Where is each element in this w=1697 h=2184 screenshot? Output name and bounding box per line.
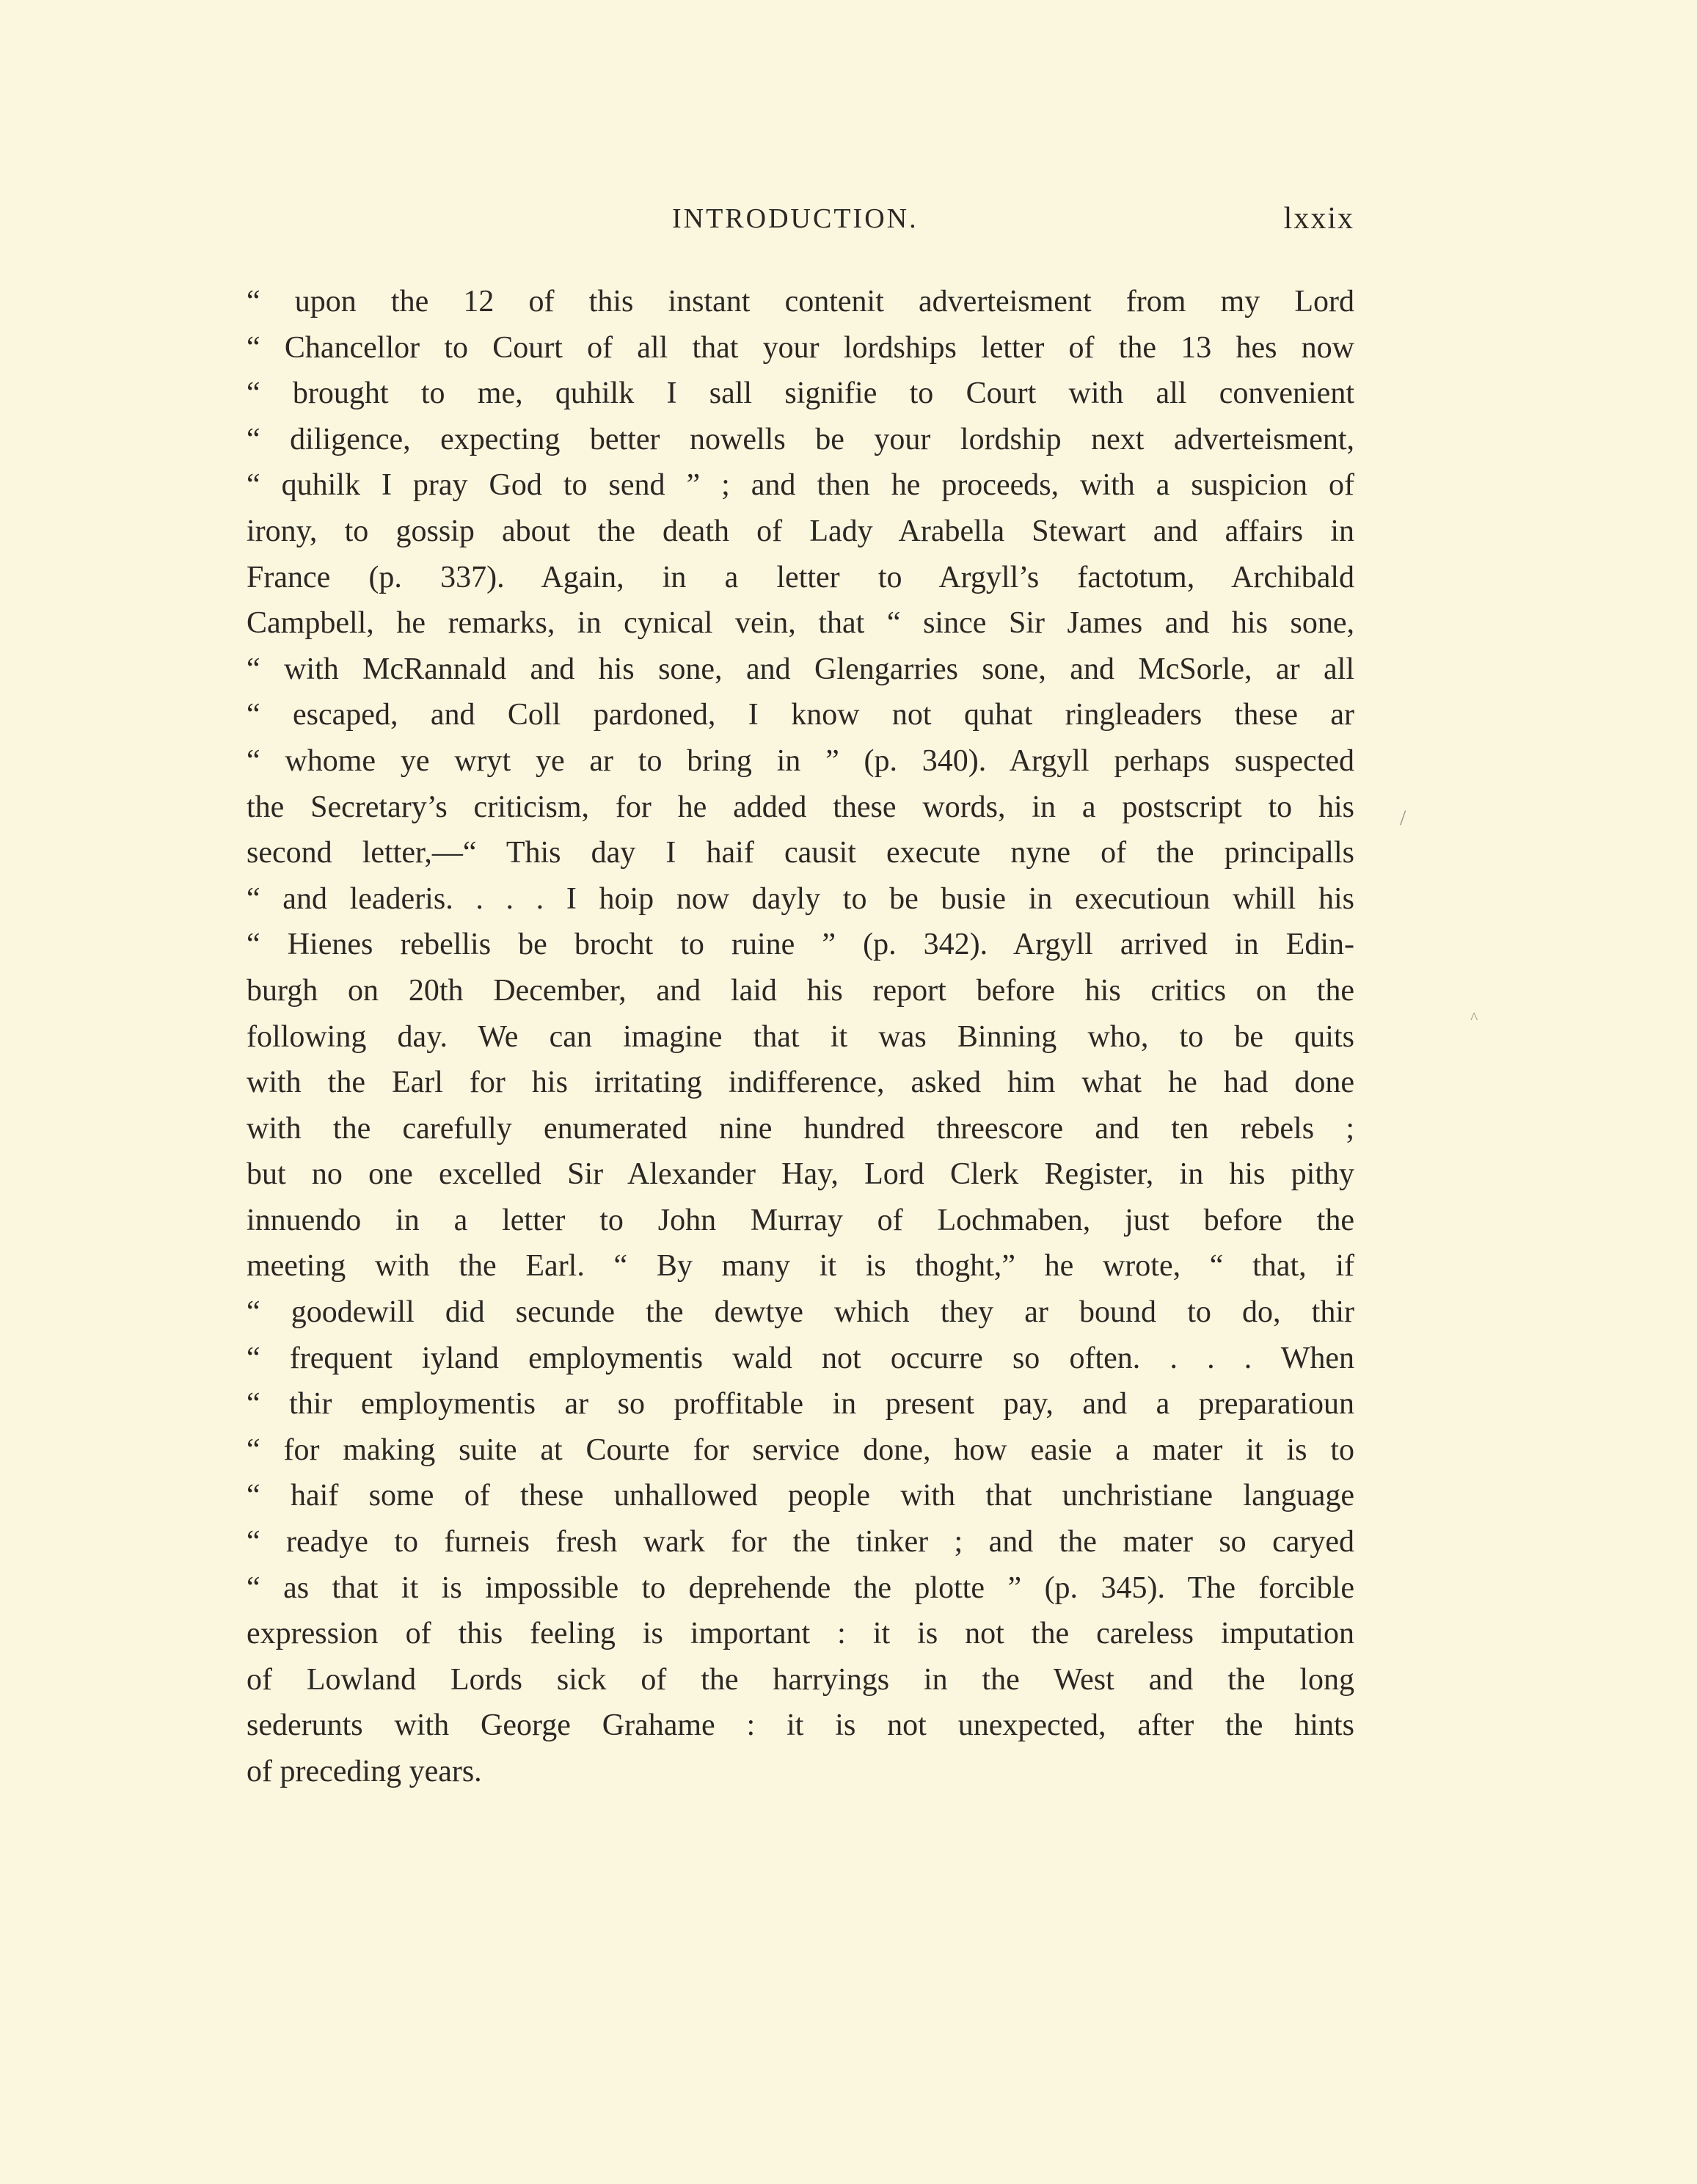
text-line: France (p. 337). Again, in a letter to Argyll’s factotum, Archibald [247,560,1354,594]
text-line: of preceding years. [247,1755,482,1788]
body-text [247,279,1354,1795]
text-line: meeting with the Earl. “ By many it is thoght,” he wrote, “ that, if [247,1249,1354,1284]
text-line: with the Earl for his irritating indifference, asked him what he had done [247,1066,1354,1100]
text-line: “ thir employmentis ar so proffitable in present pay, and a preparatioun [247,1387,1354,1422]
page-number: lxxix [1283,202,1354,236]
running-title: INTRODUCTION. [672,203,919,234]
text-line: “ and leaderis. . . . I hoip now dayly to be busie in executioun whill his [247,881,1354,916]
text-line: “ for making suite at Courte for service done, how easie a mater it is to [247,1433,1354,1467]
text-line: Campbell, he remarks, in cynical vein, that “ since Sir James and his sone, [247,606,1354,641]
text-line: “ brought to me, quhilk I sall signifie to Court with all convenient [247,376,1354,411]
text-line: burgh on 20th December, and laid his report before his critics on the [247,973,1354,1008]
text-line: “ as that it is impossible to deprehende the plotte ” (p. 345). The forcible [247,1570,1354,1605]
text-line: sederunts with George Grahame : it is not unexpected, after the hints [247,1708,1354,1743]
text-line: “ readye to furneis fresh wark for the tinker ; and the mater so caryed [247,1525,1354,1559]
text-line: irony, to gossip about the death of Lady Arabella Stewart and affairs in [247,514,1354,548]
text-line: “ with McRannald and his sone, and Glengarries sone, and McSorle, ar all [247,652,1354,686]
text-line: of Lowland Lords sick of the harryings in the West and the long [247,1662,1354,1697]
text-line: with the carefully enumerated nine hundred threescore and ten rebels ; [247,1111,1354,1146]
text-line: “ haif some of these unhallowed people with that unchristiane language [247,1479,1354,1513]
text-line: “ upon the 12 of this instant contenit adverteisment from my Lord [247,285,1354,318]
text-line: expression of this feeling is important : it is not the careless imputation [247,1617,1354,1651]
margin-caret-mark: ^ [1470,1008,1478,1027]
margin-slash-mark: / [1400,806,1406,830]
text-line: innuendo in a letter to John Murray of Lochmaben, just before the [247,1203,1354,1237]
text-line: “ goodewill did secunde the dewtye which they ar bound to do, thir [247,1295,1354,1330]
text-line: “ escaped, and Coll pardoned, I know not quhat ringleaders these ar [247,698,1354,732]
text-line: “ Chancellor to Court of all that your lordships letter of the 13 hes now [247,330,1354,365]
text-line: but no one excelled Sir Alexander Hay, Lord Clerk Register, in his pithy [247,1157,1354,1192]
text-line: following day. We can imagine that it was Binning who, to be quits [247,1019,1354,1054]
text-line: “ Hienes rebellis be brocht to ruine ” (p. 342). Argyll arrived in Edin- [247,928,1354,962]
text-line: “ whome ye wryt ye ar to bring in ” (p. 340). Argyll perhaps suspected [247,743,1354,778]
text-line: “ diligence, expecting better nowells be your lordship next adverteisment, [247,422,1354,456]
text-line: second letter,—“ This day I haif causit execute nyne of the principalls [247,836,1354,870]
text-line: the Secretary’s criticism, for he added these words, in a postscript to his [247,790,1354,824]
text-line: “ frequent iyland employmentis wald not occurre so often. . . . When [247,1341,1354,1375]
running-header [247,203,1354,247]
text-line: “ quhilk I pray God to send ” ; and then he proceeds, with a suspicion of [247,468,1354,503]
